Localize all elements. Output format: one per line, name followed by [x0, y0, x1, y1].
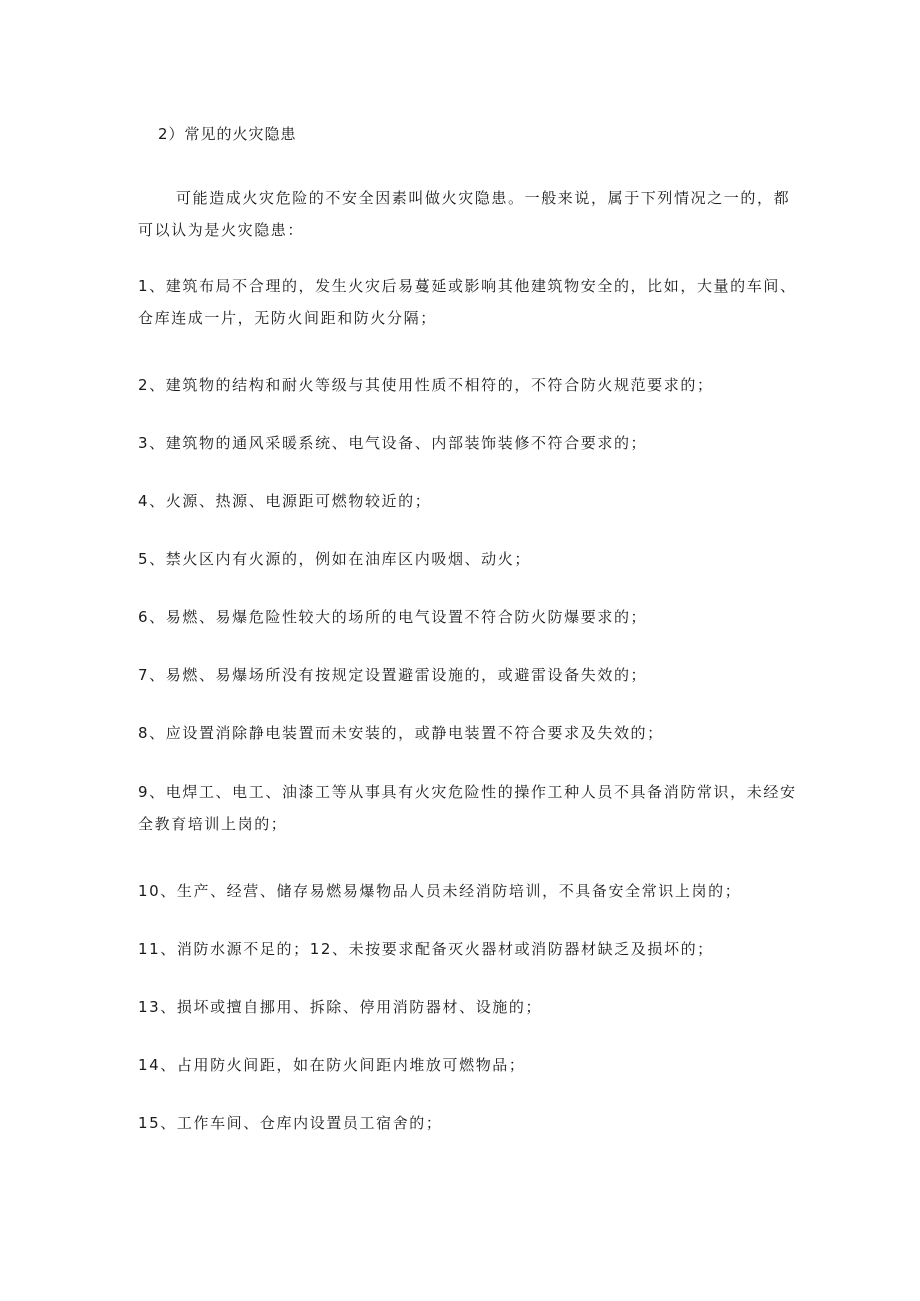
list-item: 2、建筑物的结构和耐火等级与其使用性质不相符的，不符合防火规范要求的；: [138, 376, 714, 394]
list-item: 4、火源、热源、电源距可燃物较近的；: [138, 492, 432, 510]
list-item: 10、生产、经营、储存易燃易爆物品人员未经消防培训，不具备安全常识上岗的；: [138, 882, 742, 900]
list-item: 14、占用防火间距，如在防火间距内堆放可燃物品；: [138, 1056, 526, 1074]
list-item: 7、易燃、易爆场所没有按规定设置避雷设施的，或避雷设备失效的；: [138, 666, 648, 684]
list-item: 15、工作车间、仓库内设置员工宿舍的；: [138, 1114, 443, 1132]
list-item: 9、电焊工、电工、油漆工等从事具有火灾危险性的操作工种人员不具备消防常识，未经安全教育培训上岗的；: [138, 783, 797, 833]
list-item: 3、建筑物的通风采暖系统、电气设备、内部装饰装修不符合要求的；: [138, 434, 648, 452]
list-item: 5、禁火区内有火源的，例如在油库区内吸烟、动火；: [138, 550, 531, 568]
list-item: 1、建筑布局不合理的，发生火灾后易蔓延或影响其他建筑物安全的，比如，大量的车间、仓库连成一片，无防火间距和防火分隔；: [138, 277, 797, 327]
section-heading: 2）常见的火灾隐患: [158, 125, 297, 143]
intro-text: 可能造成火灾危险的不安全因素叫做火灾隐患。一般来说，属于下列情况之一的，都可以认为是火灾隐患：: [138, 189, 791, 239]
list-item: 8、应设置消除静电装置而未安装的，或静电装置不符合要求及失效的；: [138, 724, 664, 742]
list-item: 13、损坏或擅自挪用、拆除、停用消防器材、设施的；: [138, 998, 543, 1016]
intro-paragraph: [138, 182, 798, 246]
list-item: 11、消防水源不足的；12、未按要求配备灭火器材或消防器材缺乏及损坏的；: [138, 940, 714, 958]
list-item: 6、易燃、易爆危险性较大的场所的电气设置不符合防火防爆要求的；: [138, 608, 648, 626]
